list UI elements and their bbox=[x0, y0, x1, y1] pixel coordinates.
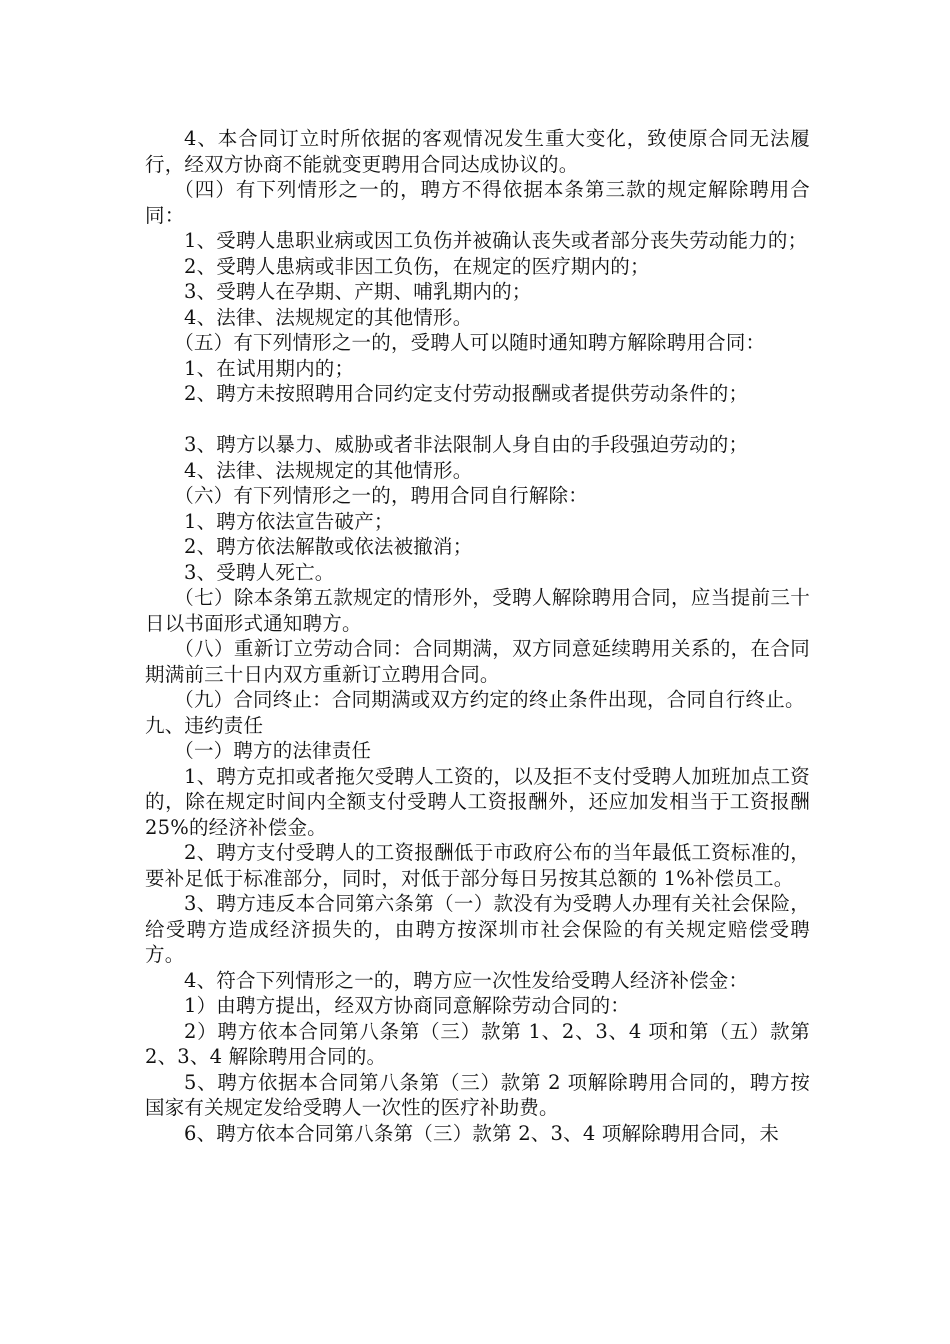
paragraph: （九）合同终止：合同期满或双方约定的终止条件出现，合同自行终止。 bbox=[174, 688, 805, 711]
paragraph: 4、本合同订立时所依据的客观情况发生重大变化，致使原合同无法履行，经双方协商不能就变更聘用合同达成协议的。 bbox=[145, 127, 810, 176]
paragraph: （八）重新订立劳动合同：合同期满，双方同意延续聘用关系的，在合同期满前三十日内双方重新订立聘用合同。 bbox=[145, 637, 810, 686]
paragraph: （六）有下列情形之一的，聘用合同自行解除： bbox=[174, 484, 588, 507]
document-body bbox=[145, 126, 810, 1146]
paragraph: 2、受聘人患病或非因工负伤，在规定的医疗期内的； bbox=[184, 254, 650, 278]
paragraph: 2、聘方依法解散或依法被撤消； bbox=[184, 535, 473, 558]
paragraph: （一）聘方的法律责任 bbox=[174, 739, 372, 762]
paragraph: （四）有下列情形之一的，聘方不得依据本条第三款的规定解除聘用合同： bbox=[145, 178, 810, 227]
paragraph: 6、聘方依本合同第八条第（三）款第 2、3、4 项解除聘用合同，未 bbox=[184, 1121, 780, 1145]
paragraph: 3、受聘人在孕期、产期、哺乳期内的； bbox=[184, 280, 532, 303]
paragraph: 3、聘方违反本合同第六条第（一）款没有为受聘人办理有关社会保险，给受聘方造成经济损失的，由聘方按深圳市社会保险的有关规定赔偿受聘方。 bbox=[145, 892, 810, 966]
paragraph: 4、法律、法规规定的其他情形。 bbox=[184, 458, 473, 482]
paragraph: 3、聘方以暴力、威胁或者非法限制人身自由的手段强迫劳动的； bbox=[184, 433, 749, 456]
paragraph: 2）聘方依本合同第八条第（三）款第 1、2、3、4 项和第（五）款第 2、3、4 解除聘用合同的。 bbox=[145, 1019, 810, 1068]
section-heading: 九、违约责任 bbox=[145, 713, 264, 737]
paragraph: 2、聘方未按照聘用合同约定支付劳动报酬或者提供劳动条件的； bbox=[184, 382, 749, 405]
paragraph: 4、符合下列情形之一的，聘方应一次性发给受聘人经济补偿金： bbox=[184, 968, 749, 992]
paragraph: （五）有下列情形之一的，受聘人可以随时通知聘方解除聘用合同： bbox=[174, 331, 766, 354]
paragraph: 1、在试用期内的； bbox=[184, 356, 355, 380]
paragraph: 1、聘方克扣或者拖欠受聘人工资的，以及拒不支付受聘人加班加点工资的，除在规定时间内全额支付受聘人工资报酬外，还应加发相当于工资报酬 25%的经济补偿金。 bbox=[145, 764, 810, 839]
paragraph: 1、受聘人患职业病或因工负伤并被确认丧失或者部分丧失劳动能力的； bbox=[184, 229, 808, 252]
paragraph: 3、受聘人死亡。 bbox=[184, 560, 335, 584]
paragraph: 4、法律、法规规定的其他情形。 bbox=[184, 305, 473, 329]
paragraph: 1）由聘方提出，经双方协商同意解除劳动合同的： bbox=[184, 994, 631, 1017]
paragraph: 5、聘方依据本合同第八条第（三）款第 2 项解除聘用合同的，聘方按国家有关规定发给受聘人一次性的医疗补助费。 bbox=[145, 1070, 810, 1119]
paragraph: 1、聘方依法宣告破产； bbox=[184, 509, 394, 533]
paragraph: （七）除本条第五款规定的情形外，受聘人解除聘用合同，应当提前三十日以书面形式通知聘方。 bbox=[145, 586, 810, 635]
paragraph: 2、聘方支付受聘人的工资报酬低于市政府公布的当年最低工资标准的，要补足低于标准部分，同时，对低于部分每日另按其总额的 1%补偿员工。 bbox=[145, 841, 810, 890]
